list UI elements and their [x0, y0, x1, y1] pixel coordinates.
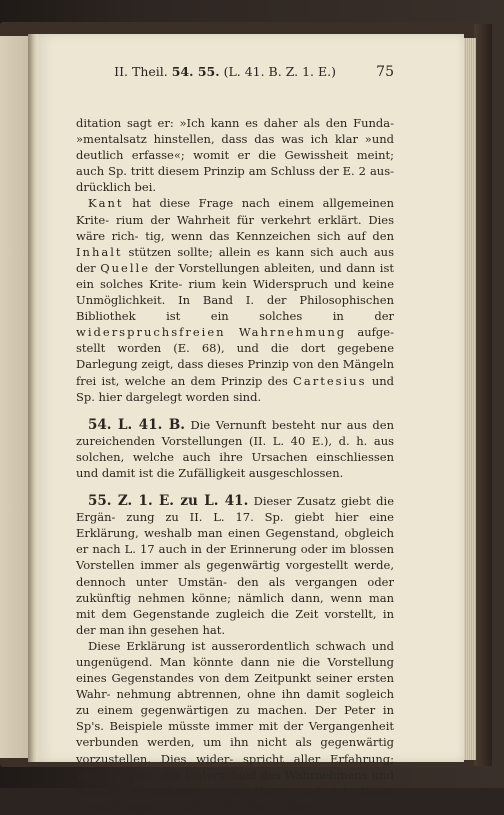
text-run: hat diese Frage nach einem allgemeinen Krite- rium der Wahrheit für verkehrt erklärt. Dies wäre rich- tig, wenn das Kennzeichen sich auf den — [76, 196, 394, 243]
page-number: 75 — [376, 64, 394, 80]
emph: Quelle — [100, 260, 151, 275]
section-number: 55. Z. 1. E. zu L. 41. — [88, 493, 249, 510]
header-part: II. Theil. — [114, 64, 168, 79]
emph: Cartesius — [293, 373, 367, 388]
body-text — [76, 115, 394, 815]
emph: Kant — [88, 196, 124, 211]
section-text: Dieser Zusatz giebt die Ergän- zung zu II. L. 17. Sp. giebt hier eine Erklärung, weshalb man einen Gegenstand, obgleich er nach L. 17 auch in der Erinnerung oder im blossen Vorstellen immer als gegenwärtig vorgestellt werde, dennoch unter Umstän- den als vergangen oder zukünftig nehmen könne; nämlich dann, wenn man mit dem Gegenstande zugleich die Zeit vorstellt, in der man ihn gesehen hat. — [76, 494, 395, 637]
header-sections: 54. 55. — [171, 64, 220, 79]
section-number: 54. L. 41. B. — [88, 416, 185, 433]
paragraph: ditation sagt er: »Ich kann es daher als den Funda- »mentalsatz hinstellen, dass das was ich klar »und deutlich erfasse«; womit er die Gewissheit meint; auch Sp. tritt diesem Prinzip am Schluss der E. 2 aus- drücklich bei. — [76, 116, 394, 195]
header-reference: (L. 41. B. Z. 1. E.) — [223, 64, 336, 79]
section-text: Die Vernunft besteht nur aus den zureichenden Vorstellungen (II. L. 40 E.), d. h. aus solchen, welche auch ihre Ursachen einschliessen und damit ist die Zufälligkeit ausgeschlossen. — [76, 417, 394, 480]
section-55 — [76, 493, 394, 638]
header-title — [84, 64, 376, 79]
emph: Inhalt — [76, 244, 123, 259]
text-run: und Sp. hier dargelegt worden sind. — [76, 373, 394, 404]
text-run: der Vorstellungen ableiten, und dann ist ein solches Krite- rium kein Widerspruch und keine Unmöglichkeit. In Band I. der Philosophischen Bibliothek ist ein solches in der — [76, 260, 394, 324]
text-run: stützen sollte; allein es kann sich auch aus der — [76, 244, 394, 275]
book-gutter — [28, 34, 38, 762]
emph: widerspruchsfreien Wahrnehmung — [76, 325, 347, 340]
section-54 — [76, 417, 394, 481]
paragraph — [76, 195, 394, 404]
page-edges — [462, 38, 476, 760]
text-run: aufge- stellt worden (E. 68), und die dort gegebene Darlegung zeigt, dass dieses Prinzip von den Mängeln frei ist, welche an dem Prinzip des — [76, 325, 394, 388]
left-page-edge — [0, 36, 30, 758]
book-spine — [474, 24, 492, 766]
paragraph: Diese Erklärung ist ausserordentlich schwach und ungenügend. Man könnte dann nie die Vorstellung eines Gegenstandes von dem Zeitpunkt seiner ersten Wahr- nehmung abtrennen, ohne ihn damit sogleich zu einem gegenwärtigen zu machen. Der Peter in Sp's. Beispiele müsste immer mit der Vergangenheit verbunden werden, um ihn nicht als gegenwärtig vorzustellen. Dies wider- spricht aller Erfahrung; vielmehr liegt der Unterschied des Wahrnehmens und blossen Vorstellens in der Natur und Art dieser Vorstellungen an sich, nicht aber in dem. — [76, 638, 394, 814]
running-header — [84, 64, 394, 84]
